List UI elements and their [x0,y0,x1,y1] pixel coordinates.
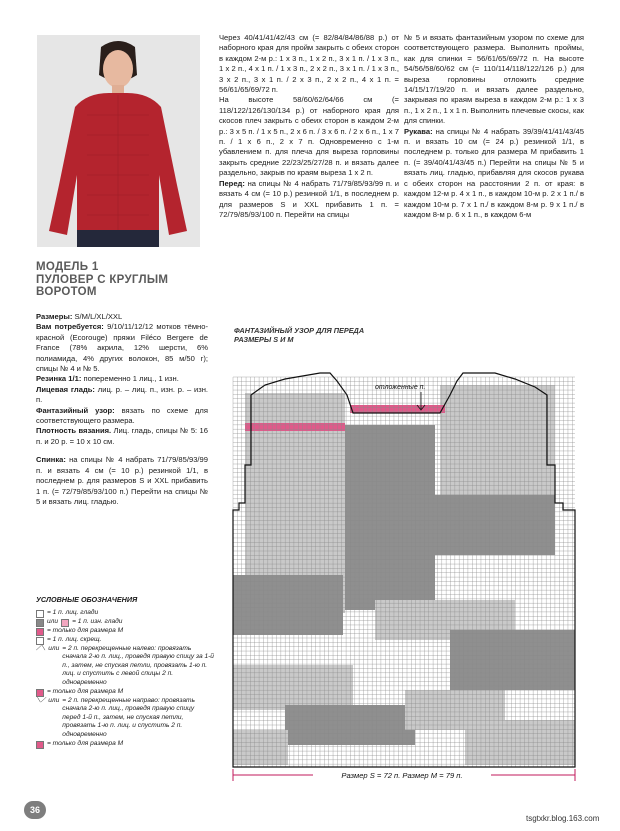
rib-label: Резинка 1/1: [36,374,82,384]
pattern-block [345,425,435,610]
stockinette-value: лиц. р. – лиц. п., изн. р. – изн. п. [36,384,208,405]
right-column-text [404,33,584,220]
model-title [36,261,216,299]
pattern-block [440,385,555,495]
sweater-illustration [37,35,200,247]
fancy-label: Фантазийный узор: [36,405,115,415]
gauge-value: Лиц. гладь, спицы № 5: 16 п. и 20 р. = 10 x 10 см. [36,426,208,446]
legend-item-size-m-2: = только для размера M [36,688,214,697]
legend-title: УСЛОВНЫЕ ОБОЗНАЧЕНИЯ [36,595,138,604]
legend-item-cross-left: ⟋⟍ или = 2 п. перекрещенные налево: провязать сначала 2-ю п. лиц., проведя правую спицу за 1-й п., затем, не спуская петли, провязать 1-ю п. лиц. и спустить с левой спицы 2 п. одновременно [36,644,214,686]
cross-right-icon: ⟍⟋ [36,696,46,704]
front-label: Перед: [219,178,245,188]
pattern-block [450,630,575,690]
neck-label: отложенные п. [375,384,426,391]
middle-column-text [219,33,399,220]
legend-item-knit: = 1 п. лиц. глади [36,609,214,618]
model-title-line1: МОДЕЛЬ 1 [36,261,99,273]
stockinette-label: Лицевая гладь: [36,384,95,394]
front-value: на спицы № 4 набрать 71/79/85/93/99 п. и вязать 4 см (= 10 р.) резинкой 1/1, в последнем р. для размеров S и XXL прибавить 1 п. = 72/79/85/93/100 п. Перейти на спицы [219,178,399,219]
pink-row-band [245,423,345,431]
rib-value: попеременно 1 лиц., 1 изн. [83,374,179,384]
sizes-label: Размеры: [36,312,73,321]
chart-title-line2: РАЗМЕРЫ S И M [234,335,294,344]
swatch-magenta-icon [36,741,44,749]
front-continued-paragraph: № 5 и вязать фантазийным узором по схеме для соответствующего размера. Выполнить проймы, как для спинки = 56/61/65/69/72 п. На высоте 54/56/58/60/62 см (= 110/114/118/122/126 р.) для выреза горловины отложить средние 14/15/17/19/20 п. и вязать далее раздельно, закрывая по краям выреза в каждом 2-м р.: 1 x 3 п., 1 x 2 п., 1 x 1 п. Выполнить плечевые скосы, как для спинки. [404,33,584,126]
chart-cells [233,385,575,765]
left-column-text [36,312,208,507]
swatch-white-icon [36,610,44,618]
sleeve-label: Рукава: [404,126,433,136]
materials-label: Вам потребуется: [36,322,104,332]
back-value: на спицы № 4 набрать 71/79/85/93/99 п. и вязать 4 см (= 10 р.) резинкой 1/1, в последнем р. для размеров S и XXL прибавить 1 п. (= 72/79/85/93/100 п.) Перейти на спицы № 5 и вязать лиц. гладью. [36,455,208,506]
legend-item-twisted: = 1 п. лиц. скрещ. [36,636,214,645]
legend-item-size-m-3: = только для размера M [36,740,214,749]
chart-title-line1: ФАНТАЗИЙНЫЙ УЗОР ДЛЯ ПЕРЕДА [234,326,365,335]
legend-item-size-m: = только для размера M [36,627,214,636]
swatch-grey-icon [36,619,44,627]
knitting-chart [225,365,585,790]
swatch-magenta-icon [36,689,44,697]
footer-url: tsgtxkr.blog.163.com [526,814,600,823]
model-title-line3: ВОРОТОМ [36,286,97,298]
model-photo [37,35,200,247]
gauge-label: Плотность вязания. [36,426,112,436]
sizes-value: S/M/L/XL/XXL [74,312,123,321]
legend [36,596,214,749]
sleeve-value: на спицы № 4 набрать 39/39/41/41/43/45 п. и вязать 10 см (= 24 р.) резинкой 1/1, в последнем р. только для размера M прибавить 1 п. (= 39/40/41/43/45 п.) Перейти на спицы № 5 и вязать лиц. гладью, прибавляя для скосов рукава с обеих сторон на расстоянии 2 п. от края: в каждом 12-м р. 4 x 1 п., в каждом 10-м р. 2 x 1 п./ в каждом 10-м р. 7 x 1 п./ в каждом 8-м р. 9 x 1 п./ в каждом 8-м р. 6 x 1 п., в каждом 6-м [404,126,584,219]
cross-left-icon: ⟋⟍ [36,644,46,652]
materials-value: 9/10/11/12/12 мотков тёмно-красной (Ecorouge) пряжи Filéco Bergere de France (78% акрила, 12% шерсти, 6% полиамида, 4% других волокон, 85 м/50 г); спицы № 4 и № 5. [36,322,208,374]
legend-item-purl: или = 1 п. изн. глади [36,618,214,627]
swatch-pink-icon [61,619,69,627]
swatch-cross-icon [36,637,44,645]
legend-item-cross-right: ⟍⟋ или = 2 п. перекрещенные направо: провязать сначала 2-ю п. лиц., проведя правую спицу перед 1-й п., затем, не спуская петли, провязать 1-ю п. лиц. и спустить 2 п. одновременно [36,696,195,738]
back-label: Спинка: [36,455,66,465]
size-caption: Размер S = 72 п. Размер M = 79 п. [341,771,463,780]
swatch-magenta-icon [36,628,44,636]
armhole-paragraph: Через 40/41/41/42/43 см (= 82/84/84/86/88 р.) от наборного края для пройм закрыть с обеих сторон в каждом 2-м р.: 1 x 3 п., 1 x 2 п., 3 x 1 п. / 1 x 3 п., 1 x 2 п., 4 x 1 п. / 1 x 3 п., 2 x 2 п., 3 x 1 п. / 1 x 3 п., 3 x 2 п., 3 x 1 п. / 2 x 3 п., 2 x 2 п., 4 x 1 п. = 56/61/65/69/72 п. [219,33,399,95]
page-number: 36 [24,801,46,819]
pattern-block [233,575,343,635]
fancy-value: вязать по схеме для соответствующего размера. [36,405,208,426]
chart-title [234,326,364,344]
shoulder-paragraph: На высоте 58/60/62/64/66 см (= 118/122/126/130/134 р.) от наборного края для скосов плеч закрыть с обеих сторон в каждом 2-м р.: 3 x 5 п. / 1 x 5 п., 2 x 6 п. / 3 x 6 п. / 2 x 6 п., 1 x 7 п. / 1 x 6 п., 2 x 7 п. Одновременно с 1-м убавлением п. для плеча для выреза горловины закрыть средние 22/23/25/27/28 п. и вязать далее раздельно, закрыв по краям выреза 1 x 2 п. [219,95,399,178]
model-title-line2: ПУЛОВЕР С КРУГЛЫМ [36,273,169,286]
